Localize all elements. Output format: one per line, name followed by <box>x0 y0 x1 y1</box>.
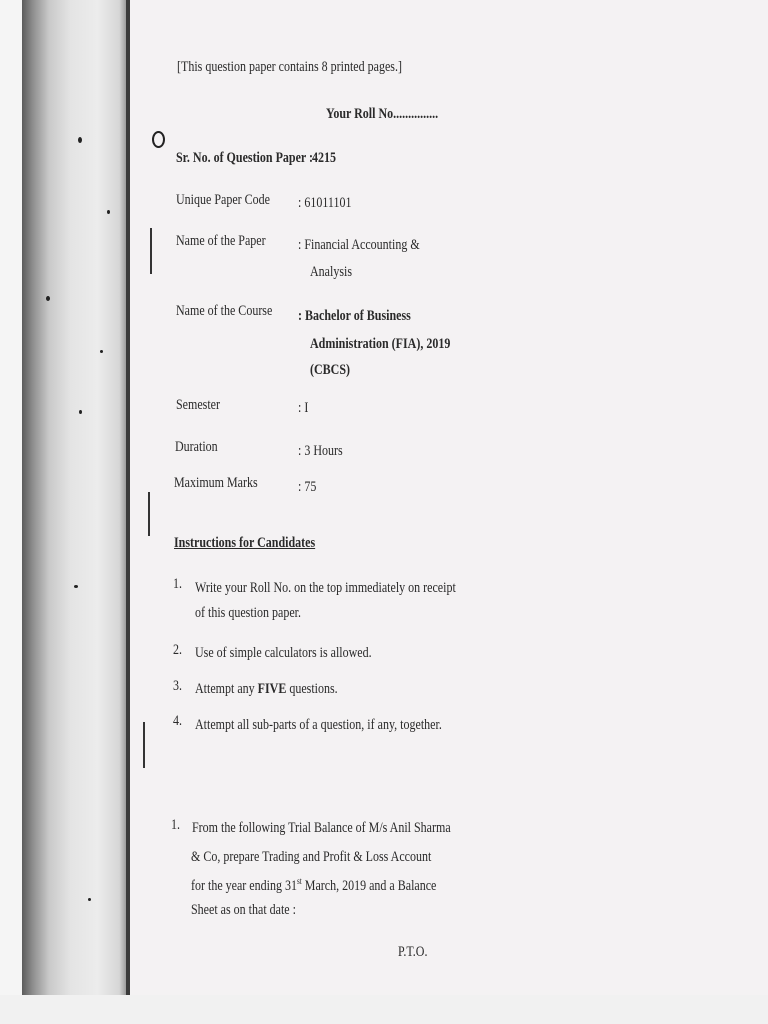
instruction-text-cont: of this question paper. <box>195 605 301 621</box>
instruction-number: 4. <box>173 713 182 729</box>
scan-speck <box>74 585 78 588</box>
page-count-note: [This question paper contains 8 printed pages.] <box>177 59 402 75</box>
margin-mark <box>150 228 152 274</box>
scan-speck <box>100 350 103 353</box>
question-text-cont <box>191 876 436 895</box>
instruction-number: 3. <box>173 678 182 694</box>
semester-value: : I <box>298 400 309 416</box>
scan-speck <box>46 296 50 301</box>
scan-speck <box>79 410 82 414</box>
scan-speck <box>88 898 91 901</box>
question-number: 1. <box>171 817 180 833</box>
roll-number-field: Your Roll No............... <box>326 106 439 122</box>
margin-mark <box>143 722 145 768</box>
scan-shadow-edge <box>126 0 130 995</box>
instruction-emphasis: FIVE <box>257 681 287 697</box>
instruction-text-part: Attempt any <box>195 681 258 697</box>
scan-bottom-border <box>0 995 768 1024</box>
course-value-cont: Administration (FIA), 2019 <box>310 336 451 352</box>
instruction-text-part: questions. <box>286 681 338 697</box>
course-value: : Bachelor of Business <box>298 308 411 324</box>
serial-label: Sr. No. of Question Paper : <box>176 150 314 166</box>
paper-value: : Financial Accounting & <box>298 237 420 253</box>
instruction-number: 2. <box>173 642 182 658</box>
punch-hole-mark <box>152 131 165 148</box>
scan-margin <box>0 0 22 1024</box>
question-text-cont: Sheet as on that date : <box>191 902 296 918</box>
paper-label: Name of the Paper <box>176 233 266 249</box>
paper-value-cont: Analysis <box>310 264 352 280</box>
instructions-heading: Instructions for Candidates <box>174 535 316 551</box>
course-value-cont: (CBCS) <box>310 362 351 378</box>
ordinal-suffix: st <box>296 876 302 886</box>
instruction-text: Attempt all sub-parts of a question, if any, together. <box>195 717 442 733</box>
scan-speck <box>78 137 82 143</box>
question-text: From the following Trial Balance of M/s Anil Sharma <box>192 820 451 836</box>
upc-value: : 61011101 <box>298 195 352 211</box>
upc-label: Unique Paper Code <box>176 192 270 208</box>
question-text-part: for the year ending 31 <box>191 878 297 894</box>
course-label: Name of the Course <box>176 303 273 319</box>
semester-label: Semester <box>176 397 220 413</box>
scan-speck <box>107 210 110 214</box>
duration-value: : 3 Hours <box>298 443 343 459</box>
instruction-text <box>195 681 338 698</box>
duration-label: Duration <box>175 439 218 455</box>
question-text-cont: & Co, prepare Trading and Profit & Loss Account <box>191 849 432 865</box>
max-marks-label: Maximum Marks <box>174 475 258 491</box>
instruction-text: Write your Roll No. on the top immediately on receipt <box>195 580 456 596</box>
question-text-part: March, 2019 and a Balance <box>301 878 437 894</box>
instruction-text: Use of simple calculators is allowed. <box>195 645 372 661</box>
margin-mark <box>148 492 150 536</box>
pto-note: P.T.O. <box>398 944 428 960</box>
serial-value: 4215 <box>312 150 336 166</box>
instruction-number: 1. <box>173 576 182 592</box>
max-marks-value: : 75 <box>298 479 317 495</box>
scan-shadow-strip <box>22 0 130 1000</box>
